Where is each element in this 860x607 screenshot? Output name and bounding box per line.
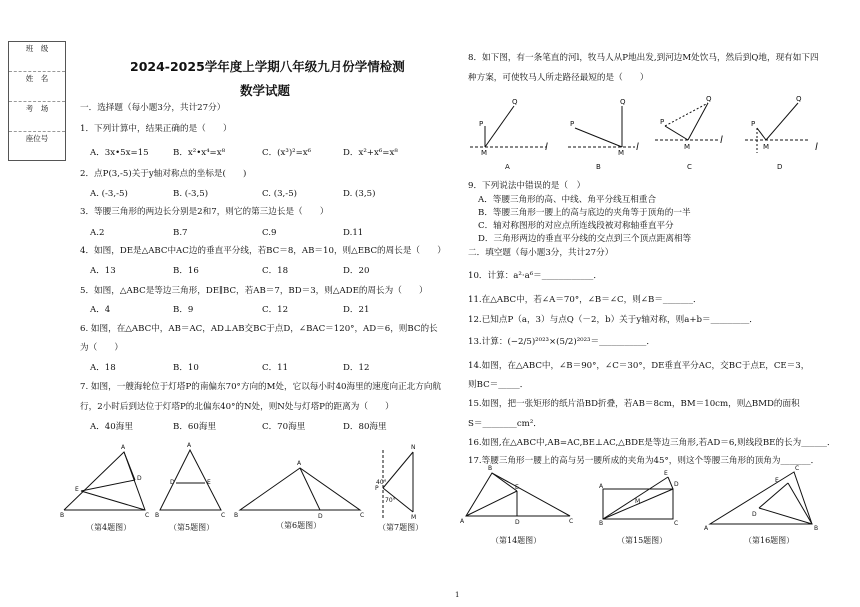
- q3-option-c: C.9: [262, 228, 277, 238]
- q6-stem-cont: 为（ ）: [80, 343, 123, 353]
- q6-option-b: B．10: [173, 363, 199, 373]
- svg-text:M: M: [411, 514, 417, 521]
- q9-stem: 9．下列说法中错误的是（ ）: [468, 181, 586, 191]
- section-2-heading: 二．填空题（每小题3分，共计27分）: [468, 248, 614, 258]
- svg-text:l: l: [720, 135, 723, 146]
- svg-text:D: D: [777, 163, 783, 171]
- svg-text:l: l: [815, 142, 818, 153]
- q7-option-b: B．60海里: [173, 422, 217, 432]
- q3-stem: 3．等腰三角形的两边长分别是2和7，则它的第三边长是（ ）: [80, 207, 329, 217]
- q1-stem: 1．下列计算中，结果正确的是（ ）: [80, 124, 232, 134]
- svg-text:B: B: [155, 512, 160, 519]
- svg-text:C: C: [221, 512, 226, 519]
- svg-text:P: P: [751, 120, 756, 128]
- q2-option-c: C. (3,-5): [262, 189, 298, 199]
- q1-option-d: D．x²+x⁶=x⁸: [343, 148, 398, 158]
- svg-text:M: M: [763, 143, 770, 151]
- page-number: 1: [455, 591, 460, 599]
- svg-text:B: B: [599, 520, 604, 527]
- q6-option-a: A．18: [90, 363, 116, 373]
- q6-option-c: C．11: [262, 363, 289, 373]
- q14-text-cont: 则BC＝_____．: [468, 380, 529, 390]
- figure-14: [460, 465, 573, 526]
- svg-text:E: E: [664, 470, 668, 477]
- q17-text: 17.等腰三角形一腰上的高与另一腰所成的夹角为45°，则这个等腰三角形的顶角为_______．: [468, 456, 820, 466]
- q2-option-b: B. (-3,5): [173, 189, 209, 199]
- svg-text:l: l: [545, 142, 548, 153]
- q9-option-a: A．等腰三角形的高、中线、角平分线互相重合: [478, 195, 657, 205]
- svg-text:A: A: [297, 460, 302, 467]
- svg-text:Q: Q: [706, 95, 712, 103]
- q3-option-a: A.2: [90, 228, 105, 238]
- svg-text:C: C: [360, 512, 365, 519]
- svg-text:E: E: [75, 486, 79, 493]
- q5-option-b: B．9: [173, 305, 194, 315]
- figure-16: [704, 465, 818, 532]
- svg-text:P: P: [570, 120, 575, 128]
- q2-stem: 2．点P(3,-5)关于y轴对称点的坐标是( ): [80, 169, 247, 179]
- svg-text:D: D: [170, 479, 175, 486]
- q12-text: 12.已知点P（a，3）与点Q（－2，b）关于y轴对称，则a+b＝_________．: [468, 315, 758, 325]
- svg-text:B: B: [814, 525, 819, 532]
- svg-text:B: B: [234, 512, 239, 519]
- svg-text:A: A: [599, 483, 604, 490]
- q4-option-b: B．16: [173, 266, 199, 276]
- seat-number-field: 座位号: [25, 134, 49, 143]
- q1-option-a: A．3x•5x=15: [90, 148, 149, 158]
- fig6-caption: （第6题图）: [276, 521, 322, 530]
- exam-title: 2024-2025学年度上学期八年级九月份学情检测: [130, 59, 405, 74]
- class-field: 班 级: [9, 42, 65, 72]
- q13-text: 13.计算：(−2/5)²⁰²³×(5/2)²⁰²³＝___________．: [468, 337, 655, 347]
- svg-text:D: D: [674, 481, 679, 488]
- name-field: 姓 名: [9, 72, 65, 102]
- q15-text-cont: S＝________cm²．: [468, 419, 542, 429]
- q2-option-a: A. (-3,-5): [90, 189, 128, 199]
- q1-option-b: B．x²•x⁴=x⁸: [173, 148, 226, 158]
- q11-text: 11.在△ABC中，若∠A＝70°，∠B＝∠C，则∠B＝_______．: [468, 295, 702, 305]
- q5-option-c: C．12: [262, 305, 289, 315]
- q4-option-d: D．20: [343, 266, 370, 276]
- q1-option-c: C．(x³)²=x⁶: [262, 148, 312, 158]
- svg-text:B: B: [596, 163, 601, 171]
- section-1-heading: 一．选择题（每小题3分，共计27分）: [80, 103, 226, 113]
- svg-text:C: C: [569, 518, 574, 525]
- fig16-caption: （第16题图）: [744, 536, 795, 545]
- svg-text:Q: Q: [620, 98, 626, 106]
- svg-text:C: C: [795, 465, 800, 472]
- q4-stem: 4．如图，DE是△ABC中AC边的垂直平分线，若BC＝8，AB＝10，则△EBC的周长是（ ）: [80, 246, 446, 256]
- q7-stem-cont: 行，2小时后到达位于灯塔P的北偏东40°的N处，则N处与灯塔P的距离为（ ）: [80, 402, 394, 412]
- svg-text:D: D: [318, 513, 323, 520]
- svg-text:40°: 40°: [376, 479, 387, 486]
- q7-option-d: D．80海里: [343, 422, 387, 432]
- q5-stem: 5．如图，△ABC是等边三角形，DE∥BC，若AB＝7，BD＝3，则△ADE的周长为（ ）: [80, 286, 428, 296]
- svg-text:Q: Q: [512, 98, 518, 106]
- svg-text:E: E: [515, 484, 519, 491]
- q7-option-a: A．40海里: [90, 422, 133, 432]
- exam-room-field: 考 场: [9, 102, 65, 132]
- svg-text:M: M: [481, 149, 488, 157]
- q6-stem: 6. 如图，在△ABC中，AB＝AC，AD⊥AB交BC于点D，∠BAC＝120°，AD＝6，则BC的长: [80, 324, 438, 334]
- exam-subtitle: 数学试题: [240, 83, 291, 98]
- q8-stem: 8．如下图，有一条笔直的河l，牧马人从P地出发,到河边M处饮马，然后到Q地，现有如下四: [468, 53, 819, 63]
- q14-text: 14.如图，在△ABC中，∠B＝90°，∠C＝30°，DE垂直平分AC，交BC于点E，CE＝3，: [468, 361, 810, 371]
- q7-option-c: C．70海里: [262, 422, 306, 432]
- svg-text:M: M: [635, 498, 641, 505]
- q4-option-c: C．18: [262, 266, 289, 276]
- fig7-caption: （第7题图）: [378, 523, 424, 532]
- q2-option-d: D. (3,5): [343, 189, 376, 199]
- fig5-caption: （第5题图）: [169, 523, 215, 532]
- q15-text: 15.如图，把一张矩形的纸片沿BD折叠，若AB＝8cm，BM＝10cm，则△BMD的面积: [468, 399, 800, 409]
- svg-text:B: B: [60, 512, 65, 519]
- q7-stem: 7. 如图，一艘海轮位于灯塔P的南偏东70°方向的M处，它以每小时40海里的速度向正北方向航: [80, 382, 442, 392]
- svg-text:E: E: [207, 479, 211, 486]
- svg-text:D: D: [752, 511, 757, 518]
- svg-text:C: C: [687, 163, 692, 171]
- svg-text:C: C: [145, 512, 150, 519]
- fig14-caption: （第14题图）: [491, 536, 542, 545]
- svg-text:D: D: [515, 519, 520, 526]
- svg-text:70°: 70°: [385, 497, 396, 504]
- svg-text:B: B: [488, 465, 493, 472]
- q9-option-d: D．三角形两边的垂直平分线的交点到三个顶点距离相等: [478, 234, 692, 244]
- q6-option-d: D．12: [343, 363, 370, 373]
- svg-text:A: A: [460, 518, 465, 525]
- figure-15: [599, 470, 679, 527]
- svg-text:M: M: [684, 143, 691, 151]
- svg-text:A: A: [187, 442, 192, 449]
- fig15-caption: （第15题图）: [617, 536, 668, 545]
- svg-text:E: E: [775, 477, 779, 484]
- q16-text: 16.如图,在△ABC中,AB=AC,BE⊥AC,△BDE是等边三角形,若AD＝6,则线段BE的长为______．: [468, 438, 836, 448]
- q9-option-b: B．等腰三角形一腰上的高与底边的夹角等于顶角的一半: [478, 208, 691, 218]
- q10-text: 10．计算：a²·a⁶＝____________．: [468, 271, 602, 281]
- svg-text:C: C: [674, 520, 679, 527]
- q3-option-b: B.7: [173, 228, 188, 238]
- q9-option-c: C．轴对称图形的对应点所连线段被对称轴垂直平分: [478, 221, 674, 231]
- q8-stem-cont: 种方案，可使牧马人所走路径最短的是（ ）: [468, 73, 649, 83]
- svg-text:M: M: [618, 149, 625, 157]
- svg-text:Q: Q: [796, 95, 802, 103]
- q4-option-a: A．13: [90, 266, 116, 276]
- q5-option-a: A．4: [90, 305, 111, 315]
- svg-text:D: D: [137, 475, 142, 482]
- svg-text:N: N: [411, 444, 416, 451]
- svg-text:P: P: [375, 485, 379, 492]
- fig4-caption: （第4题图）: [86, 523, 132, 532]
- svg-text:P: P: [660, 118, 665, 126]
- svg-text:P: P: [479, 120, 484, 128]
- q3-option-d: D.11: [343, 228, 364, 238]
- q5-option-d: D．21: [343, 305, 370, 315]
- svg-text:A: A: [704, 525, 709, 532]
- svg-text:A: A: [505, 163, 510, 171]
- svg-text:A: A: [121, 444, 126, 451]
- svg-text:l: l: [636, 142, 639, 153]
